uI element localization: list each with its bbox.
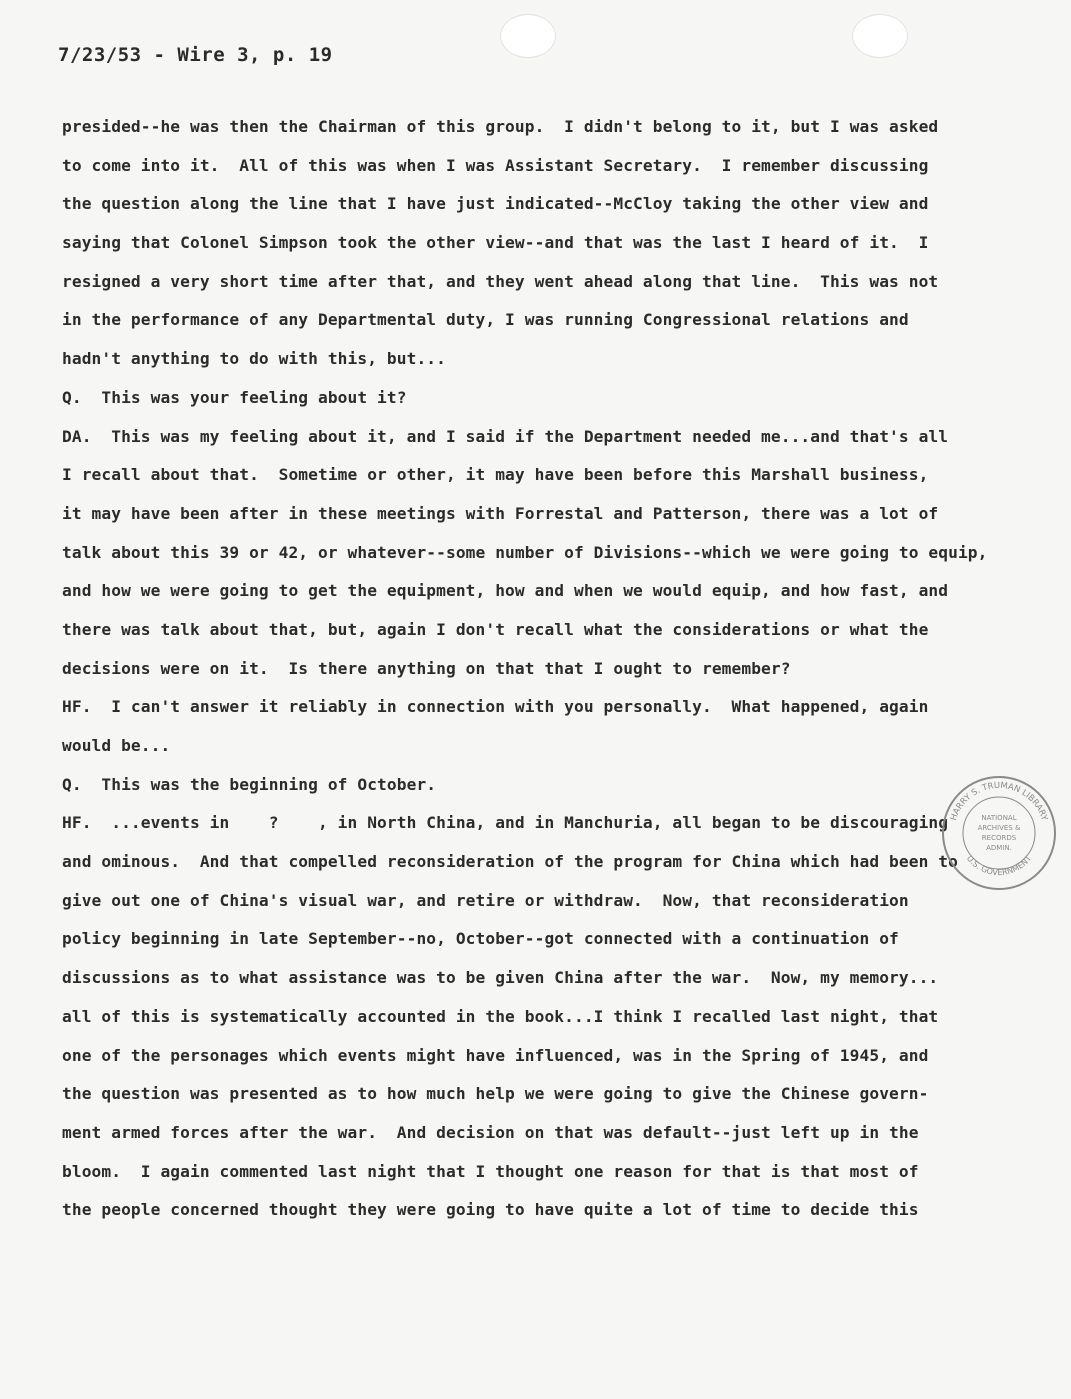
- text-line: I recall about that. Sometime or other, it may have been before this Marshall business,: [62, 465, 929, 485]
- text-line: resigned a very short time after that, and they went ahead along that line. This was not: [62, 271, 939, 291]
- text-line: hadn't anything to do with this, but...: [62, 349, 446, 369]
- text-line: bloom. I again commented last night that I thought one reason for that is that most of: [62, 1161, 919, 1181]
- text-line: would be...: [62, 736, 171, 755]
- text-line: to come into it. All of this was when I was Assistant Secretary. I remember discussing: [62, 155, 929, 175]
- transcript-body: [62, 108, 1022, 1230]
- text-line: DA. This was my feeling about it, and I said if the Department needed me...and that's all: [62, 426, 949, 446]
- text-line: the question along the line that I have just indicated--McCloy taking the other view and: [62, 194, 929, 214]
- text-line: and how we were going to get the equipment, how and when we would equip, and how fast, and: [62, 581, 949, 601]
- truman-library-stamp: [940, 774, 1058, 892]
- stamp-bottom-text: U.S. GOVERNMENT: [964, 853, 1034, 878]
- text-line: policy beginning in late September--no, October--got connected with a continuation of: [62, 929, 899, 949]
- text-line: presided--he was then the Chairman of this group. I didn't belong to it, but I was asked: [62, 117, 939, 136]
- stamp-center-line: NATIONAL: [981, 814, 1017, 822]
- punch-hole: [500, 14, 556, 58]
- text-line: the question was presented as to how much help we were going to give the Chinese govern-: [62, 1084, 929, 1104]
- text-line: HF. ...events in ? , in North China, and in Manchuria, all began to be discouraging: [62, 813, 949, 833]
- stamp-center-line: ARCHIVES &: [977, 824, 1021, 832]
- text-line: all of this is systematically accounted in the book...I think I recalled last night, that: [62, 1006, 939, 1026]
- text-line: give out one of China's visual war, and retire or withdraw. Now, that reconsideration: [62, 890, 909, 910]
- text-line: it may have been after in these meetings with Forrestal and Patterson, there was a lot of: [62, 503, 939, 523]
- text-line: there was talk about that, but, again I don't recall what the considerations or what the: [62, 619, 929, 639]
- text-line: discussions as to what assistance was to be given China after the war. Now, my memory...: [62, 968, 939, 988]
- page-reference: 7/23/53 - Wire 3, p. 19: [58, 44, 333, 66]
- stamp-center-line: RECORDS: [981, 834, 1017, 842]
- punch-hole: [852, 14, 908, 58]
- text-line: one of the personages which events might have influenced, was in the Spring of 1945, and: [62, 1045, 929, 1065]
- text-line: ment armed forces after the war. And decision on that was default--just left up in the: [62, 1122, 919, 1142]
- text-line: Q. This was your feeling about it?: [62, 387, 407, 407]
- text-line: Q. This was the beginning of October.: [62, 774, 437, 794]
- stamp-center-line: ADMIN.: [986, 844, 1012, 852]
- text-line: talk about this 39 or 42, or whatever--some number of Divisions--which we were going to equip,: [62, 542, 988, 562]
- text-line: saying that Colonel Simpson took the other view--and that was the last I heard of it. I: [62, 233, 929, 253]
- text-line: HF. I can't answer it reliably in connection with you personally. What happened, again: [62, 697, 929, 717]
- text-line: decisions were on it. Is there anything on that that I ought to remember?: [62, 658, 791, 678]
- stamp-arc-text: HARRY S. TRUMAN LIBRARY: [948, 780, 1050, 822]
- text-line: and ominous. And that compelled reconsideration of the program for China which had been to: [62, 852, 958, 872]
- text-line: in the performance of any Departmental duty, I was running Congressional relations and: [62, 310, 909, 330]
- text-line: the people concerned thought they were going to have quite a lot of time to decide this: [62, 1200, 919, 1220]
